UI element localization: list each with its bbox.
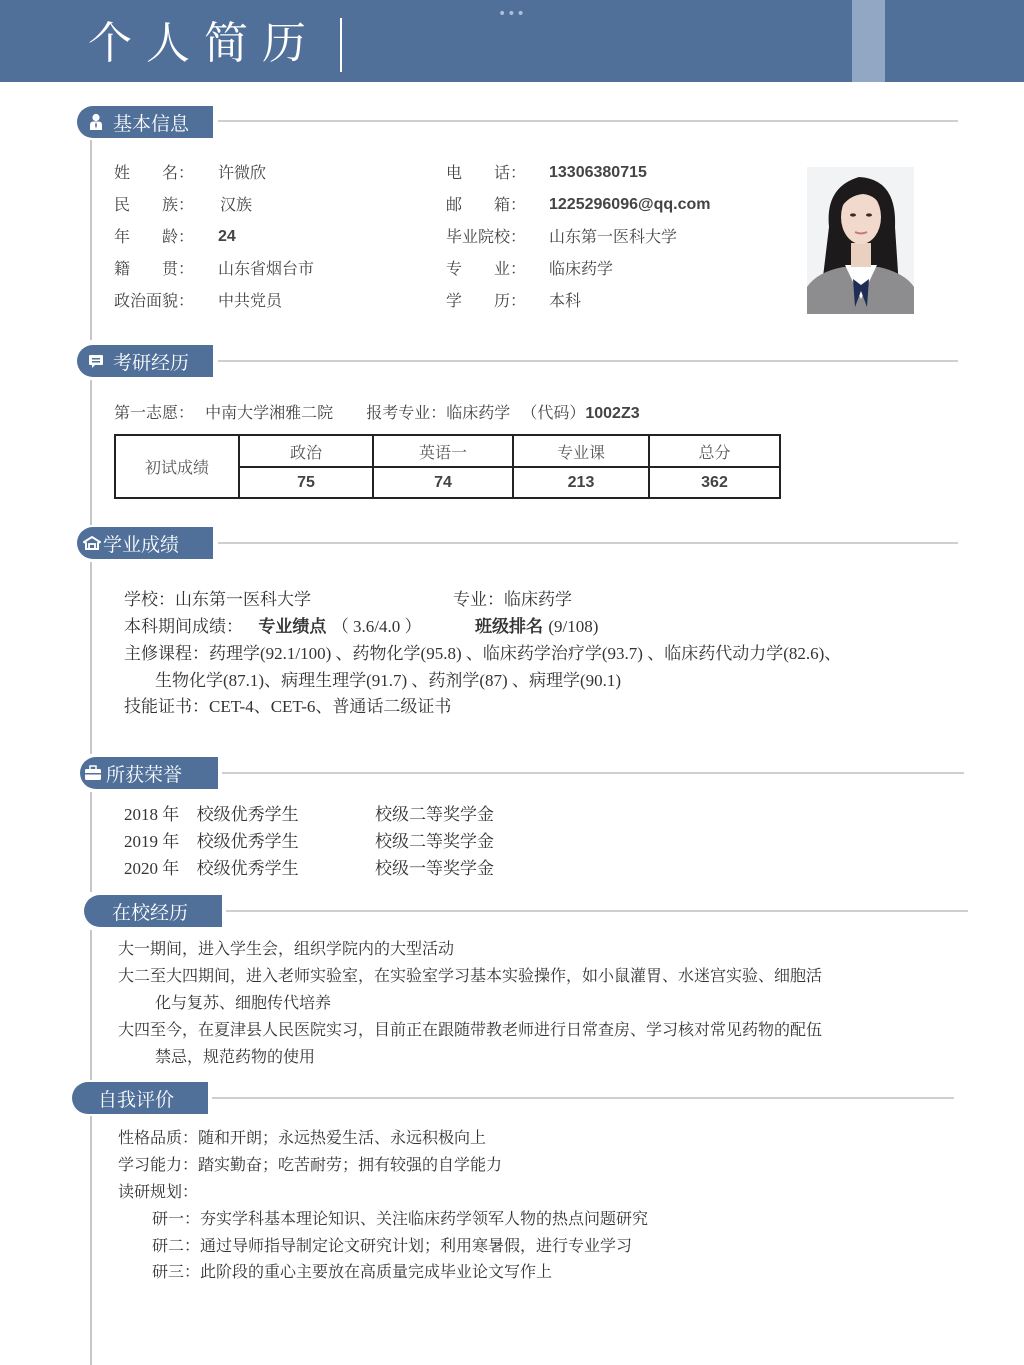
more-dots-icon[interactable]: ••• (498, 6, 526, 22)
academic-school (124, 590, 311, 610)
campus-line: 大一期间，进入学生会，组织学院内的大型活动 (118, 939, 455, 958)
exam-score-table (114, 434, 781, 499)
timeline-line (90, 140, 92, 340)
page-title: 个人简历 (88, 18, 320, 69)
section-title: 学业成绩 (103, 533, 180, 556)
timeline-line (90, 380, 92, 525)
honor-award: 校级二等奖学金 (375, 805, 494, 825)
timeline-line (90, 1116, 92, 1365)
self-eval-plan: 研三：此阶段的重心主要放在高质量完成毕业论文写作上 (152, 1262, 553, 1281)
exam-choice-line (114, 403, 640, 424)
section-divider (212, 1097, 954, 1099)
info-label: 邮 箱： (446, 195, 527, 214)
academic-courses-line1 (124, 644, 841, 664)
rank-value: (9/108) (548, 617, 599, 636)
briefcase-icon (84, 764, 102, 782)
info-label: 籍 贯： (114, 259, 195, 278)
self-eval-plan-label: 读研规划： (118, 1182, 199, 1201)
header-banner (0, 0, 1024, 82)
info-label: 学 历： (446, 291, 527, 310)
score-header: 英语一 (373, 435, 513, 467)
info-value: 本科 (549, 291, 582, 310)
honor-year: 2018 年 (124, 805, 180, 824)
honor-year: 2020 年 (124, 859, 180, 878)
section-divider (218, 542, 958, 544)
info-value: 24 (218, 228, 236, 245)
honor-year: 2019 年 (124, 832, 180, 851)
self-eval-plan: 研一：夯实学科基本理论知识、关注临床药学领军人物的热点问题研究 (152, 1209, 649, 1228)
campus-line: 大二至大四期间，进入老师实验室，在实验室学习基本实验操作，如小鼠灌胃、水迷宫实验、细胞活 (118, 966, 823, 985)
section-header-honors (80, 757, 218, 789)
section-divider (226, 910, 968, 912)
exam-code-value: 1002Z3 (585, 405, 640, 422)
campus-line: 化与复苏、细胞传代培养 (155, 993, 332, 1012)
school-value: 山东第一医科大学 (175, 590, 311, 610)
major-value: 临床药学 (504, 590, 572, 610)
score-value: 75 (239, 467, 373, 498)
exam-code-label: （代码） (521, 403, 586, 422)
section-header-basic-info (77, 106, 213, 138)
honor-row (124, 805, 299, 825)
timeline-line (90, 792, 92, 892)
info-label: 姓 名： (114, 163, 195, 182)
info-label: 年 龄： (114, 227, 195, 246)
message-icon (87, 352, 105, 370)
info-value: 13306380715 (549, 164, 647, 181)
self-eval-plan: 研二：通过导师指导制定论文研究计划；利用寒暑假，进行专业学习 (152, 1236, 633, 1255)
school-label: 学校： (124, 590, 175, 610)
info-value: 山东省烟台市 (218, 259, 315, 278)
exam-major-label: 报考专业： (366, 403, 447, 422)
info-label: 政治面貌： (114, 291, 195, 310)
info-value: 山东第一医科大学 (549, 227, 678, 246)
score-value: 74 (373, 467, 513, 498)
info-value: 许微欣 (218, 163, 267, 182)
title-divider (340, 18, 342, 72)
info-label: 毕业院校： (446, 227, 527, 246)
honor-award: 校级一等奖学金 (375, 859, 494, 879)
academic-grades (124, 617, 598, 637)
grades-label: 本科期间成绩： (124, 617, 243, 637)
section-header-academic (77, 527, 213, 559)
gpa-label: 专业绩点 (258, 617, 327, 637)
timeline-line (90, 562, 92, 754)
section-divider (222, 772, 964, 774)
section-title: 在校经历 (112, 901, 189, 924)
self-eval-character: 性格品质：随和开朗；永远热爱生活、永远积极向上 (118, 1128, 487, 1147)
section-header-exam (77, 345, 213, 377)
section-header-campus (84, 895, 222, 927)
academic-certificates (124, 697, 451, 717)
section-title: 自我评价 (98, 1088, 175, 1111)
rank-label: 班级排名 (474, 617, 543, 637)
campus-line: 大四至今，在夏津县人民医院实习，目前正在跟随带教老师进行日常查房、学习核对常见药物的配伍 (118, 1020, 823, 1039)
info-label: 电 话： (446, 163, 527, 182)
campus-line: 禁忌，规范药物的使用 (155, 1047, 316, 1066)
decorative-stripe (852, 0, 885, 82)
score-header: 总分 (649, 435, 780, 467)
honor-title: 校级优秀学生 (196, 805, 299, 825)
exam-major-value: 临床药学 (446, 403, 511, 422)
user-icon (87, 113, 105, 131)
courses-label: 主修课程： (124, 644, 209, 664)
info-value: 临床药学 (549, 259, 614, 278)
score-header: 政治 (239, 435, 373, 467)
section-title: 所获荣誉 (106, 763, 183, 786)
info-value: 1225296096@qq.com (549, 196, 711, 213)
score-row-label: 初试成绩 (115, 435, 239, 498)
academic-major (453, 590, 572, 610)
courses-value: 药理学(92.1/100) 、药物化学(95.8) 、临床药学治疗学(93.7) 、临床药代动力学(82.6)、 (209, 644, 842, 663)
score-header: 专业课 (513, 435, 649, 467)
honor-title: 校级优秀学生 (196, 859, 299, 879)
info-label: 民 族： (114, 195, 195, 214)
certs-label: 技能证书： (124, 697, 209, 717)
score-value: 213 (513, 467, 649, 498)
info-value: 汉族 (220, 195, 253, 214)
section-divider (218, 120, 958, 122)
profile-photo (807, 167, 914, 314)
info-label: 专 业： (446, 259, 527, 278)
score-value: 362 (649, 467, 780, 498)
honor-row (124, 832, 299, 852)
section-divider (218, 360, 958, 362)
section-title: 基本信息 (113, 112, 190, 135)
academic-courses-line2: 生物化学(87.1)、病理生理学(91.7) 、药剂学(87) 、病理学(90.1) (155, 671, 622, 690)
section-title: 考研经历 (113, 351, 190, 374)
gpa-value: （ 3.6/4.0 ） (331, 617, 422, 636)
major-label: 专业： (453, 590, 504, 610)
honor-title: 校级优秀学生 (196, 832, 299, 852)
certs-value: CET-4、CET-6、普通话二级证书 (209, 697, 452, 716)
timeline-line (90, 930, 92, 1080)
graduation-cap-icon (83, 534, 101, 552)
honor-award: 校级二等奖学金 (375, 832, 494, 852)
section-header-self-eval (72, 1082, 208, 1114)
first-choice-label: 第一志愿： (114, 403, 195, 422)
info-value: 中共党员 (218, 291, 283, 310)
first-choice-value: 中南大学湘雅二院 (205, 403, 334, 422)
honor-row (124, 859, 299, 879)
self-eval-learning: 学习能力：踏实勤奋；吃苦耐劳；拥有较强的自学能力 (118, 1155, 503, 1174)
